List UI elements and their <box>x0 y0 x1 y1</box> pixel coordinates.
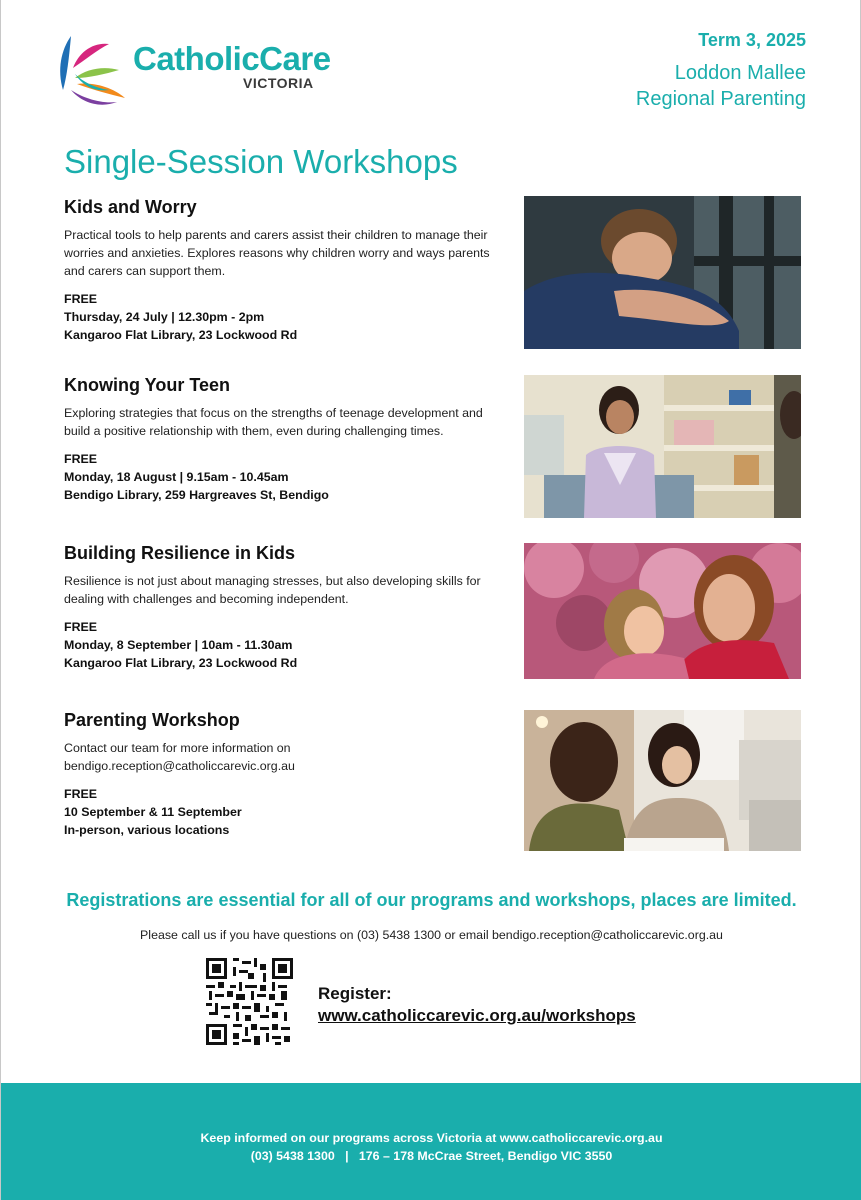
page-title: Single-Session Workshops <box>64 143 458 180</box>
workshop-description <box>64 739 509 775</box>
workshop-description-line: Contact our team for more information on <box>64 741 291 755</box>
workshop-parenting <box>64 709 509 839</box>
workshop-description: Resilience is not just about managing stresses, but also developing skills for dealing with challenges and becoming independent. <box>64 574 481 606</box>
photo-boy-worried <box>524 196 801 349</box>
footer-band <box>1 1083 861 1200</box>
workshop-knowing-your-teen <box>64 374 509 504</box>
photo-mother-daughter <box>524 543 801 679</box>
footer-address-line: (03) 5438 1300 | 176 – 178 McCrae Street, Bendigo VIC 3550 <box>250 1149 613 1163</box>
catholiccare-logo <box>53 28 343 112</box>
workshop-details <box>64 290 509 344</box>
workshop-title: Kids and Worry <box>64 197 197 217</box>
workshop-date-time: 10 September & 11 September <box>64 805 242 819</box>
workshop-cost: FREE <box>64 292 98 306</box>
footer-website-line: Keep informed on our programs across Victoria at www.catholiccarevic.org.au <box>200 1131 663 1145</box>
workshop-details <box>64 618 509 672</box>
photo-teen-talking <box>524 375 801 518</box>
workshop-cost: FREE <box>64 620 98 634</box>
workshop-location: Kangaroo Flat Library, 23 Lockwood Rd <box>64 328 298 342</box>
registration-note: Registrations are essential for all of our programs and workshops, places are limited. <box>66 890 797 910</box>
workshop-date-time: Thursday, 24 July | 12.30pm - 2pm <box>64 310 265 324</box>
workshop-details <box>64 450 509 504</box>
workshop-date-time: Monday, 18 August | 9.15am - 10.45am <box>64 470 289 484</box>
workshop-title: Parenting Workshop <box>64 710 240 730</box>
workshop-location: In-person, various locations <box>64 823 230 837</box>
workshop-building-resilience <box>64 542 509 672</box>
butterfly-logo-icon <box>53 28 135 110</box>
workshop-title: Knowing Your Teen <box>64 375 230 395</box>
workshop-contact-email[interactable]: bendigo.reception@catholiccarevic.org.au <box>64 759 295 773</box>
register-link[interactable]: www.catholiccarevic.org.au/workshops <box>318 1006 636 1025</box>
workshop-cost: FREE <box>64 452 98 466</box>
workshop-location: Kangaroo Flat Library, 23 Lockwood Rd <box>64 656 298 670</box>
region-label <box>636 60 806 112</box>
qr-code-icon[interactable] <box>206 958 293 1045</box>
photo-parent-teen <box>524 710 801 851</box>
workshop-cost: FREE <box>64 787 98 801</box>
region-line-2: Regional Parenting <box>635 88 806 110</box>
workshop-details <box>64 785 509 839</box>
footer-text <box>1 1129 861 1165</box>
term-label: Term 3, 2025 <box>698 30 806 50</box>
workshop-kids-and-worry <box>64 196 509 344</box>
register-block <box>318 983 636 1027</box>
logo-subtitle: VICTORIA <box>243 75 314 91</box>
workshop-description: Practical tools to help parents and carers assist their children to manage their worries and anxieties. Explores reasons why children worry and ways parents and carers can support them. <box>64 228 490 278</box>
contact-line: Please call us if you have questions on (03) 5438 1300 or email bendigo.reception@catholiccarevic.org.au <box>140 928 723 942</box>
register-label: Register: <box>318 984 392 1003</box>
workshop-date-time: Monday, 8 September | 10am - 11.30am <box>64 638 293 652</box>
workshop-title: Building Resilience in Kids <box>64 543 296 563</box>
workshop-location: Bendigo Library, 259 Hargreaves St, Bendigo <box>64 488 329 502</box>
region-line-1: Loddon Mallee <box>674 62 806 84</box>
workshop-description: Exploring strategies that focus on the strengths of teenage development and build a positive relationship with them, even during challenging times. <box>64 406 483 438</box>
logo-wordmark: CatholicCare <box>133 40 331 77</box>
